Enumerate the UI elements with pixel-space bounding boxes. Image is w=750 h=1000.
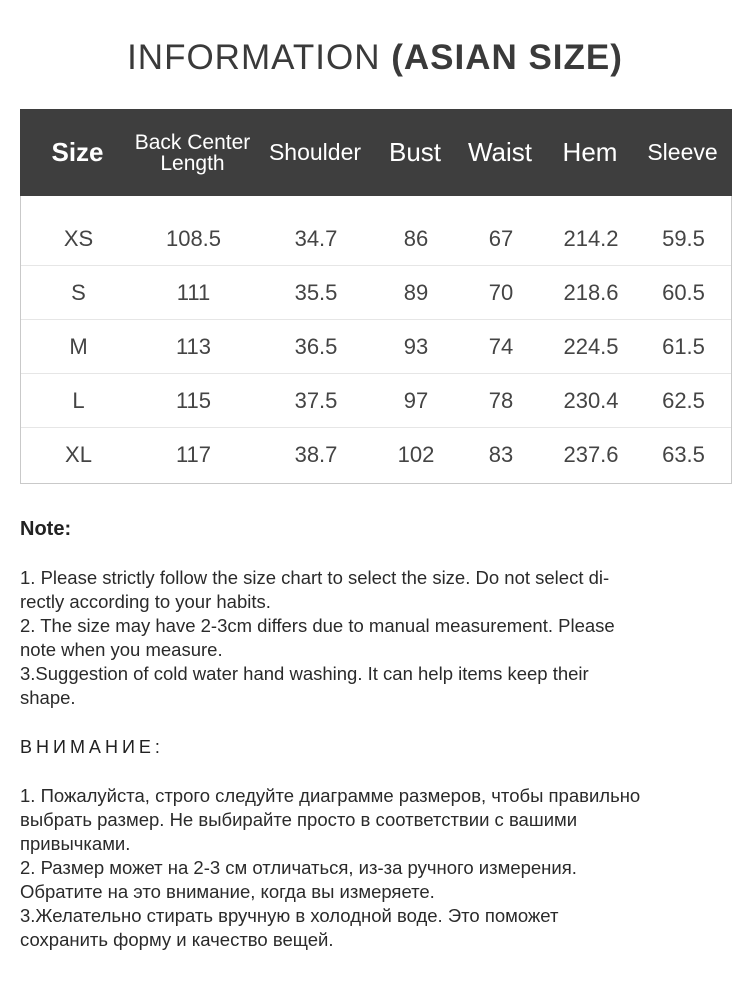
header-back-center-length: Back Center Length — [134, 130, 251, 175]
cell-hem: 214.2 — [563, 226, 619, 251]
cell-waist: 74 — [488, 334, 514, 359]
table-row — [21, 212, 731, 266]
cell-waist: 83 — [488, 442, 514, 467]
cell-hem: 237.6 — [563, 442, 619, 467]
cell-hem: 230.4 — [563, 388, 619, 413]
table-header — [20, 109, 732, 196]
cell-size: S — [71, 280, 86, 305]
title-light: INFORMATION — [127, 38, 392, 77]
cell-size: XL — [65, 442, 92, 467]
cell-bust: 89 — [403, 280, 429, 305]
cell-bust: 86 — [403, 226, 429, 251]
cell-sleeve: 62.5 — [662, 388, 705, 413]
table-row — [21, 374, 731, 428]
cell-waist: 67 — [488, 226, 514, 251]
cell-back-length: 111 — [176, 280, 211, 305]
cell-back-length: 117 — [175, 442, 212, 467]
header-bust: Bust — [388, 137, 442, 167]
cell-shoulder: 37.5 — [294, 388, 338, 413]
cell-hem: 224.5 — [563, 334, 619, 359]
cell-back-length: 113 — [175, 334, 212, 359]
size-table — [20, 109, 732, 484]
title-bold: (ASIAN SIZE) — [391, 38, 623, 77]
cell-bust: 93 — [403, 334, 429, 359]
ru-note-title: ВНИМАНИЕ: — [20, 737, 164, 757]
cell-sleeve: 60.5 — [662, 280, 705, 305]
ru-note-item-2: 2. Размер может на 2-3 см отличаться, из-за ручного измерения. Обратите на это внимание, когда вы измеряете. — [20, 857, 577, 902]
cell-sleeve: 61.5 — [662, 334, 705, 359]
note-item-1: 1. Please strictly follow the size chart to select the size. Do not select di- rectly according to your habits. — [20, 567, 610, 612]
page-title — [0, 38, 750, 78]
cell-size: M — [69, 334, 88, 359]
table-row — [21, 320, 731, 374]
cell-size: XS — [63, 226, 94, 251]
cell-size: L — [72, 388, 85, 413]
cell-shoulder: 34.7 — [294, 226, 338, 251]
cell-shoulder: 38.7 — [294, 442, 338, 467]
header-waist: Waist — [467, 137, 533, 167]
header-shoulder: Shoulder — [268, 139, 362, 165]
cell-sleeve: 63.5 — [662, 442, 705, 467]
header-size: Size — [51, 137, 104, 167]
ru-note-item-3: 3.Желательно стирать вручную в холодной воде. Это поможет сохранить форму и качество вещей. — [20, 905, 559, 950]
cell-shoulder: 36.5 — [294, 334, 338, 359]
cell-bust: 102 — [397, 442, 435, 467]
cell-back-length: 115 — [175, 388, 212, 413]
note-title: Note: — [20, 518, 72, 540]
table-row — [21, 428, 731, 482]
header-sleeve: Sleeve — [647, 139, 718, 165]
table-row — [21, 266, 731, 320]
cell-shoulder: 35.5 — [294, 280, 338, 305]
cell-back-length: 108.5 — [165, 226, 222, 251]
cell-bust: 97 — [403, 388, 429, 413]
note-item-2: 2. The size may have 2-3cm differs due to manual measurement. Please note when you measure. — [20, 615, 615, 660]
cell-sleeve: 59.5 — [662, 226, 705, 251]
note-item-3: 3.Suggestion of cold water hand washing. It can help items keep their shape. — [20, 663, 589, 708]
header-hem: Hem — [562, 137, 618, 167]
cell-waist: 78 — [488, 388, 514, 413]
ru-note-item-1: 1. Пожалуйста, строго следуйте диаграмме размеров, чтобы правильно выбрать размер. Не выбирайте просто в соответствии с вашими привычками. — [20, 785, 641, 854]
cell-hem: 218.6 — [563, 280, 619, 305]
cell-waist: 70 — [488, 280, 514, 305]
